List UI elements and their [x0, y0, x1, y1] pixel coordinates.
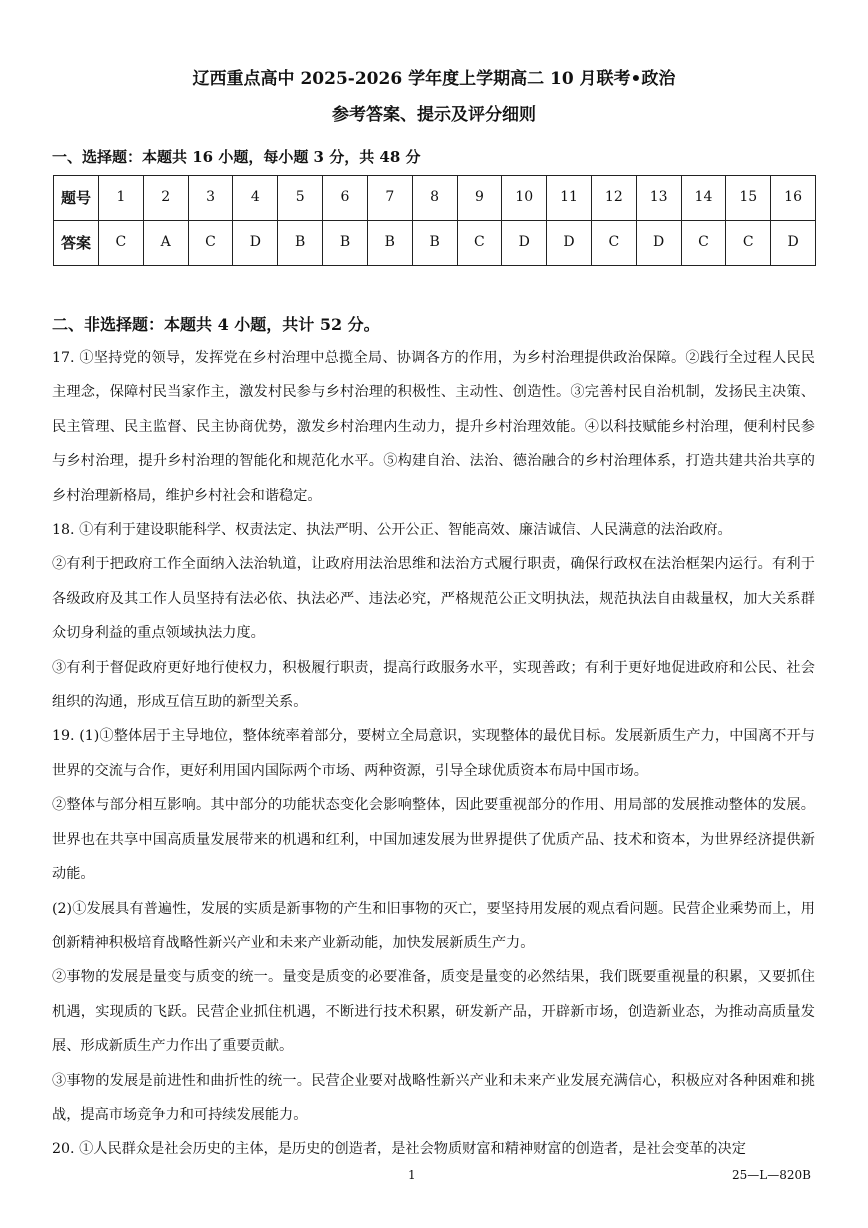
row-label-number: 题号	[54, 176, 99, 221]
question-number: 4	[233, 176, 278, 221]
question-number: 3	[188, 176, 233, 221]
answer-cell: B	[278, 221, 323, 266]
answer-paragraph-18-1: 18. ①有利于建设职能科学、权责法定、执法严明、公开公正、智能高效、廉洁诚信、人民满意的法治政府。	[52, 522, 732, 539]
question-number: 1	[99, 176, 144, 221]
answer-cell: D	[771, 221, 816, 266]
answer-cell: C	[591, 221, 636, 266]
question-number: 15	[726, 176, 771, 221]
question-number: 11	[547, 176, 592, 221]
question-number: 5	[278, 176, 323, 221]
answer-paragraph-19-2-1: (2)①发展具有普遍性，发展的实质是新事物的产生和旧事物的灭亡，要坚持用发展的观点看问题。民营企业乘势而上，用创新精神积极培育战略性新兴产业和未来产业新动能，加快发展新质生产力。	[52, 900, 815, 951]
question-number: 8	[412, 176, 457, 221]
answer-cell: B	[367, 221, 412, 266]
answer-paragraph-19-1-2: ②整体与部分相互影响。其中部分的功能状态变化会影响整体，因此要重视部分的作用、用局部的发展推动整体的发展。世界也在共享中国高质量发展带来的机遇和红利，中国加速发展为世界提供了优质产品、技术和资本，为世界经济提供新动能。	[52, 797, 815, 883]
answer-paragraph-19-1-1: 19. (1)①整体居于主导地位，整体统率着部分，要树立全局意识，实现整体的最优目标。发展新质生产力，中国离不开与世界的交流与合作，更好利用国内国际两个市场、两种资源，引导全球优质资本布局中国市场。	[52, 728, 815, 779]
section-heading-open: 二、非选择题：本题共 4 小题，共计 52 分。	[52, 315, 380, 334]
table-row-numbers	[54, 176, 816, 221]
answer-cell: D	[636, 221, 681, 266]
answer-cell: C	[681, 221, 726, 266]
answer-paragraph-18-3: ③有利于督促政府更好地行使权力，积极履行职责，提高行政服务水平，实现善政；有利于更好地促进政府和公民、社会组织的沟通，形成互信互助的新型关系。	[52, 659, 815, 711]
answer-table	[53, 175, 816, 266]
section-heading-choice: 一、选择题：本题共 16 小题，每小题 3 分，共 48 分	[52, 148, 421, 166]
question-number: 14	[681, 176, 726, 221]
answer-paragraph-19-2-3: ③事物的发展是前进性和曲折性的统一。民营企业要对战略性新兴产业和未来产业发展充满信心，积极应对各种困难和挑战，提高市场竞争力和可持续发展能力。	[52, 1072, 815, 1123]
answer-body	[52, 341, 815, 1167]
question-number: 7	[367, 176, 412, 221]
document-code: 25—L—820B	[732, 1168, 811, 1182]
question-number: 2	[143, 176, 188, 221]
answer-paragraph-17: 17. ①坚持党的领导，发挥党在乡村治理中总揽全局、协调各方的作用，为乡村治理提供政治保障。②践行全过程人民民主理念，保障村民当家作主，激发村民参与乡村治理的积极性、主动性、创造性。③完善村民自治机制，发扬民主决策、民主管理、民主监督、民主协商优势，激发乡村治理内生动力，提升乡村治理效能。④以科技赋能乡村治理，便利村民参与乡村治理，提升乡村治理的智能化和规范化水平。⑤构建自治、法治、德治融合的乡村治理体系，打造共建共治共享的乡村治理新格局，维护乡村社会和谐稳定。	[52, 350, 815, 504]
question-number: 12	[591, 176, 636, 221]
question-number: 9	[457, 176, 502, 221]
question-number: 16	[771, 176, 816, 221]
answer-cell: B	[323, 221, 368, 266]
question-number: 13	[636, 176, 681, 221]
answer-cell: B	[412, 221, 457, 266]
answer-cell: D	[547, 221, 592, 266]
answer-cell: D	[502, 221, 547, 266]
document-title: 辽西重点高中 2025-2026 学年度上学期高二 10 月联考•政治	[192, 69, 676, 89]
answer-cell: C	[188, 221, 233, 266]
answer-cell: C	[457, 221, 502, 266]
answer-cell: C	[99, 221, 144, 266]
answer-paragraph-20: 20. ①人民群众是社会历史的主体，是历史的创造者，是社会物质财富和精神财富的创造者，是社会变革的决定	[52, 1141, 746, 1158]
answer-cell: C	[726, 221, 771, 266]
question-number: 6	[323, 176, 368, 221]
answer-cell: D	[233, 221, 278, 266]
page-number: 1	[408, 1168, 416, 1182]
question-number: 10	[502, 176, 547, 221]
answer-paragraph-19-2-2: ②事物的发展是量变与质变的统一。量变是质变的必要准备，质变是量变的必然结果，我们既要重视量的积累，又要抓住机遇，实现质的飞跃。民营企业抓住机遇，不断进行技术积累，研发新产品，开辟新市场，创造新业态，为推动高质量发展、形成新质生产力作出了重要贡献。	[52, 969, 815, 1055]
answer-cell: A	[143, 221, 188, 266]
row-label-answer: 答案	[54, 221, 99, 266]
table-row-answers	[54, 221, 816, 266]
document-subtitle: 参考答案、提示及评分细则	[332, 105, 536, 125]
answer-paragraph-18-2: ②有利于把政府工作全面纳入法治轨道，让政府用法治思维和法治方式履行职责，确保行政权在法治框架内运行。有利于各级政府及其工作人员坚持有法必依、执法必严、违法必究，严格规范公正文明执法，规范执法自由裁量权，加大关系群众切身利益的重点领域执法力度。	[52, 556, 815, 642]
